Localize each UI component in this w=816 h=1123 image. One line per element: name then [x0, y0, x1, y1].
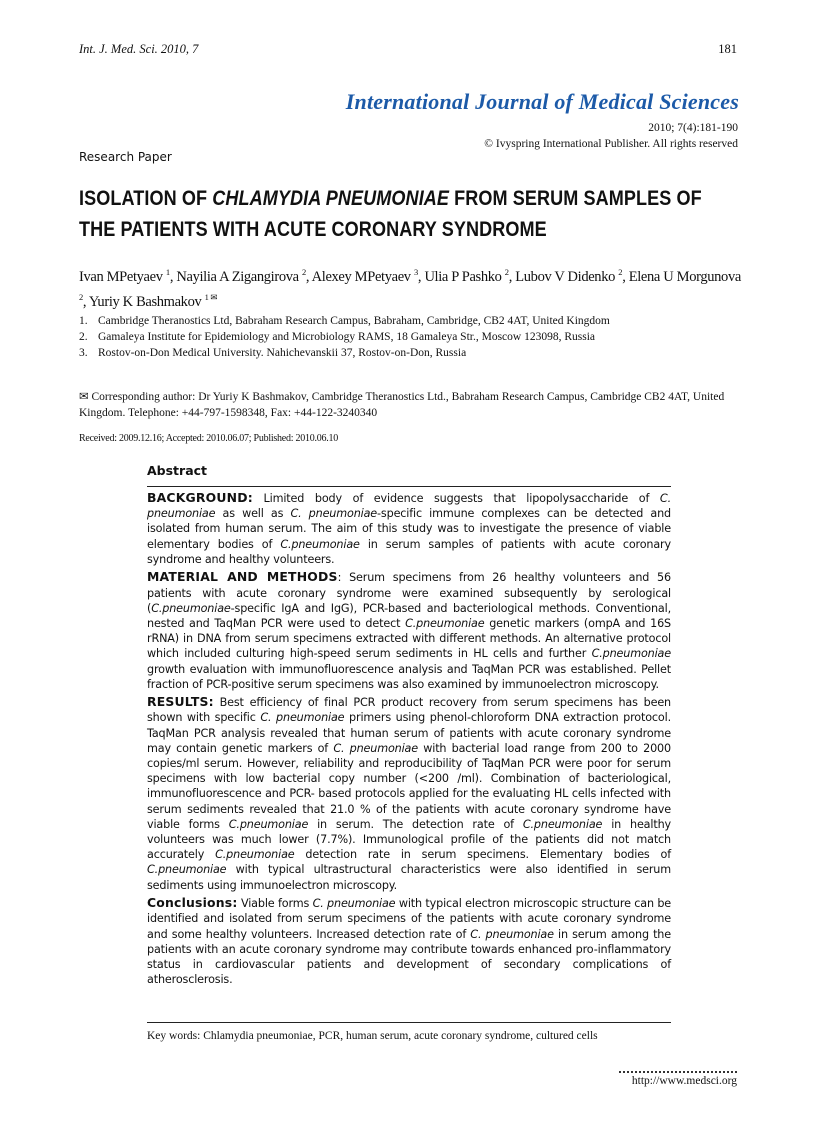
running-header-citation: Int. J. Med. Sci. 2010, 7 — [79, 42, 199, 56]
publication-dates: Received: 2009.12.16; Accepted: 2010.06.07; Published: 2010.06.10 — [79, 433, 338, 444]
author-name: Elena U Morgunova $^2$ — [79, 268, 741, 302]
author-affiliation-mark: 2 — [618, 267, 623, 277]
author-affiliation-mark: 2 — [504, 267, 509, 277]
author-name: Lubov V Didenko $^2$ — [515, 267, 623, 285]
author-affiliation-mark: 2 — [301, 267, 306, 277]
journal-url-link[interactable]: http://www.medsci.org — [631, 1075, 737, 1087]
volume-pages: 2010; 7(4):181-190 — [648, 122, 738, 134]
affiliation-item: 1. Cambridge Theranostics Ltd, Babraham Research Campus, Babraham, Cambridge, CB2 4AT, United Kingdom — [79, 315, 610, 327]
author-name: Ulia P Pashko $^2$ — [424, 267, 509, 285]
abstract-top-rule — [147, 486, 671, 487]
title-part-1: ISOLATION OF — [79, 187, 213, 210]
abstract-conclusions: Conclusions: Viable forms C. pneumoniae with typical electron microscopic structure can be identified and isolated from serum specimens of the patients with acute coronary syndrome and some healthy volunteers. Increased detection rate of C. pneumoniae in serum among the patients with an acute coronary syndrome may contribute towards enhanced pro-inflammatory status in cardiovascular patients and development of secondary complications of atherosclerosis. — [147, 895, 672, 987]
affiliation-item: 2. Gamaleya Institute for Epidemiology and Microbiology RAMS, 18 Gamaleya Str., Moscow 123098, Russia — [79, 331, 595, 343]
paper-title — [79, 183, 733, 245]
abstract-results: RESULTS: Best efficiency of final PCR product recovery from serum specimens has been shown with specific C. pneumoniae primers using phenol-chloroform DNA extraction protocol. TaqMan PCR analysis revealed that human serum of patients with acute coronary syndrome may contain genetic markers of C. pneumoniae with bacterial load range from 200 to 2000 copies/ml serum. However, reliability and reproducibility of TaqMan PCR were poor for serum specimens with low bacterial copy number (<200 /ml). Combination of bacteriological, immunofluorescence and PCR- based protocols applied for the evaluating HL cells infected with serum sediments revealed that 21.0 % of the patients with acute coronary syndrome have viable forms C.pneumoniae in serum. The detection rate of C.pneumoniae in healthy volunteers was much lower (7.7%). Immunological profile of the patients did not match accurately C.pneumoniae detection rate in serum specimens. Elementary bodies of C.pneumoniae with typical ultrastructural characteristics were also identified in serum sediments using immunoelectron microscopy. — [147, 694, 671, 892]
article-type: Research Paper — [79, 150, 172, 164]
author-affiliation-mark: 1 — [204, 291, 209, 302]
author-name: Ivan MPetyaev $^1$ — [79, 267, 170, 285]
footer-dotted-rule — [619, 1071, 737, 1073]
title-part-3: FROM SERUM SAMPLES OF THE PATIENTS WITH ACUTE CORONARY SYNDROME — [79, 187, 702, 241]
author-affiliation-mark: 1 — [165, 267, 170, 277]
abstract-methods: MATERIAL AND METHODS: Serum specimens from 26 healthy volunteers and 56 patients with acute coronary syndrome were examined subsequently by serological (C.pneumoniae-specific IgA and IgG), PCR-based and bacteriological methods. Conventional, nested and TaqMan PCR were used to detect C.pneumoniae genetic markers (ompA and 16S rRNA) in DNA from serum specimens extracted with different methods. An alternative protocol which included culturing high-speed serum sediments in HL cells and further C.pneumoniae growth evaluation with immunofluorescence analysis and TaqMan PCR was established. Pellet fraction of PCR-positive serum specimens was also examined by immunoelectron microscopy. — [147, 569, 671, 691]
author-name: Yuriy K Bashmakov $^1$ — [88, 291, 209, 310]
envelope-icon: ✉ — [208, 291, 218, 302]
abstract-bottom-rule — [147, 1022, 671, 1023]
affiliation-item: 3. Rostov-on-Don Medical University. Nahichevanskii 37, Rostov-on-Don, Russia — [79, 347, 467, 359]
journal-logo: International Journal of Medical Sciences — [345, 89, 739, 114]
page-number: 181 — [718, 42, 737, 56]
title-organism: CHLAMYDIA PNEUMONIAE — [212, 187, 450, 210]
author-name: Alexey MPetyaev $^3$ — [311, 267, 418, 285]
copyright-line: © Ivyspring International Publisher. All rights reserved — [484, 137, 738, 150]
corresponding-author: ✉ Corresponding author: Dr Yuriy K Bashmakov, Cambridge Theranostics Ltd., Babraham Research Campus, Cambridge CB2 4AT, United Kingdom. Telephone: +44-797-1598348, Fax: +44-122-3240340 — [79, 391, 725, 419]
abstract-heading: Abstract — [147, 463, 208, 478]
abstract-background: BACKGROUND: Limited body of evidence suggests that lipopolysaccharide of C. pneumoniae as well as C. pneumoniae-specific immune complexes can be detected and isolated from human serum. The aim of this study was to investigate the presence of viable elementary bodies of C.pneumoniae in serum samples of patients with acute coronary syndrome and healthy volunteers. — [147, 490, 672, 566]
keywords: Key words: Chlamydia pneumoniae, PCR, human serum, acute coronary syndrome, cultured cells — [147, 1030, 598, 1042]
abstract-body — [147, 490, 671, 990]
author-name: Nayilia A Zigangirova $^2$ — [176, 267, 306, 285]
affiliation-list — [79, 313, 744, 361]
author-affiliation-mark: 3 — [413, 267, 418, 277]
author-affiliation-mark: 2 — [79, 291, 83, 302]
author-list: Ivan MPetyaev $^1$, Nayilia A Zigangirova $^2$, Alexey MPetyaev $^3$, Ulia P Pashko $^2$, Lubov V Didenko $^2$, Elena U Morgunova $^2$, Yuriy K Bashmakov $^1$ ✉ — [79, 267, 741, 310]
envelope-icon: ✉ — [79, 391, 89, 403]
journal-info — [484, 121, 738, 152]
